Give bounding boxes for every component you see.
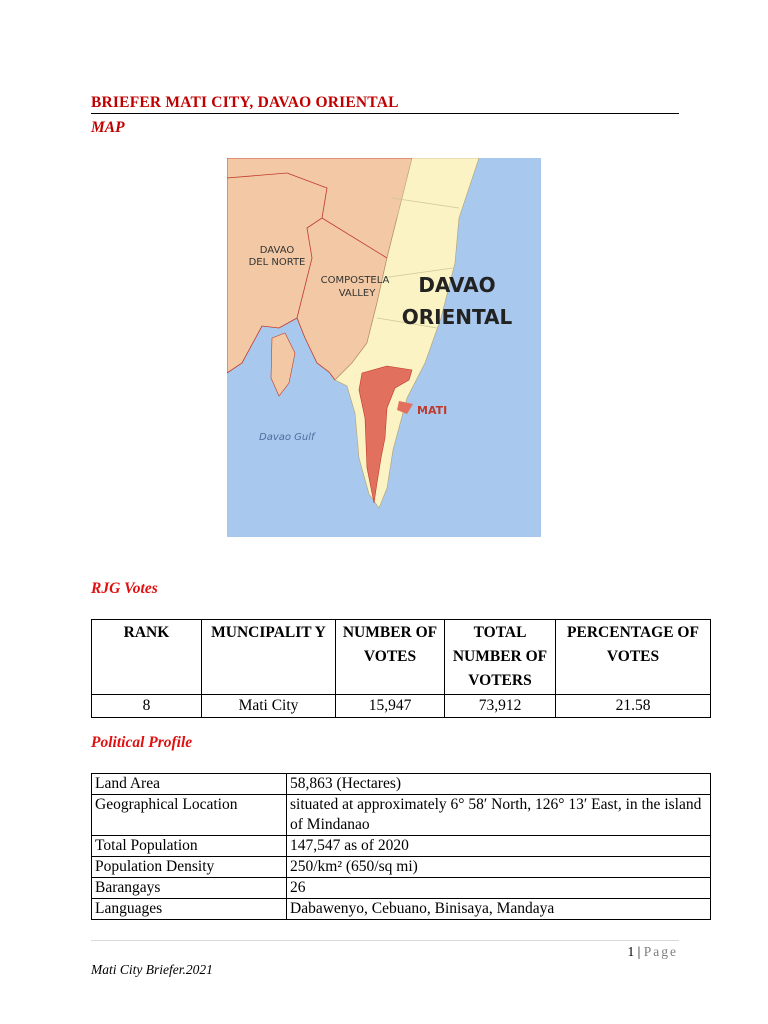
profile-key: Geographical Location	[92, 795, 287, 836]
map-heading: MAP	[91, 119, 125, 136]
page-word: Page	[643, 944, 678, 959]
profile-value: 58,863 (Hectares)	[287, 774, 711, 795]
profile-value: 26	[287, 878, 711, 899]
cell-rank: 8	[92, 695, 202, 718]
political-profile-table	[91, 773, 711, 920]
rjg-votes-heading: RJG Votes	[91, 580, 158, 597]
table-row	[92, 836, 711, 857]
profile-value: Dabawenyo, Cebuano, Binisaya, Mandaya	[287, 899, 711, 920]
table-row	[92, 857, 711, 878]
cell-total-voters: 73,912	[445, 695, 556, 718]
table-row	[92, 899, 711, 920]
political-profile-heading: Political Profile	[91, 734, 193, 751]
location-map	[227, 158, 541, 537]
map-label-ddn-2: DEL NORTE	[248, 257, 306, 268]
cell-municipality: Mati City	[202, 695, 336, 718]
cell-votes: 15,947	[336, 695, 445, 718]
table-row	[92, 695, 711, 718]
page-number	[628, 944, 678, 960]
footer-text: Mati City Briefer.2021	[91, 962, 213, 977]
map-label-gulf: Davao Gulf	[259, 432, 315, 443]
document-title: BRIEFER MATI CITY, DAVAO ORIENTAL	[91, 94, 679, 114]
profile-value: 147,547 as of 2020	[287, 836, 711, 857]
map-label-do-1: DAVAO	[418, 273, 496, 297]
table-row	[92, 795, 711, 836]
map-label-mati: MATI	[417, 404, 448, 417]
profile-key: Land Area	[92, 774, 287, 795]
map-label-ddn-1: DAVAO	[259, 245, 295, 256]
page-separator: |	[637, 944, 641, 959]
col-number-of-votes: NUMBER OF VOTES	[336, 620, 445, 695]
col-rank: RANK	[92, 620, 202, 695]
cell-percentage: 21.58	[556, 695, 711, 718]
table-row	[92, 774, 711, 795]
page-number-value: 1	[627, 944, 635, 959]
votes-header-row	[92, 620, 711, 695]
votes-table	[91, 619, 711, 718]
table-row	[92, 878, 711, 899]
profile-key: Languages	[92, 899, 287, 920]
profile-key: Total Population	[92, 836, 287, 857]
map-label-cv-1: COMPOSTELA	[320, 275, 390, 286]
profile-value: situated at approximately 6° 58′ North, 126° 13′ East, in the island of Mindanao	[287, 795, 711, 836]
profile-value: 250/km² (650/sq mi)	[287, 857, 711, 878]
map-label-cv-2: VALLEY	[338, 288, 376, 299]
footer-divider	[91, 940, 679, 941]
col-percentage: PERCENTAGE OF VOTES	[556, 620, 711, 695]
map-label-do-2: ORIENTAL	[401, 305, 513, 329]
profile-key: Population Density	[92, 857, 287, 878]
col-municipality: MUNCIPALIT Y	[202, 620, 336, 695]
profile-key: Barangays	[92, 878, 287, 899]
col-total-voters: TOTAL NUMBER OF VOTERS	[445, 620, 556, 695]
